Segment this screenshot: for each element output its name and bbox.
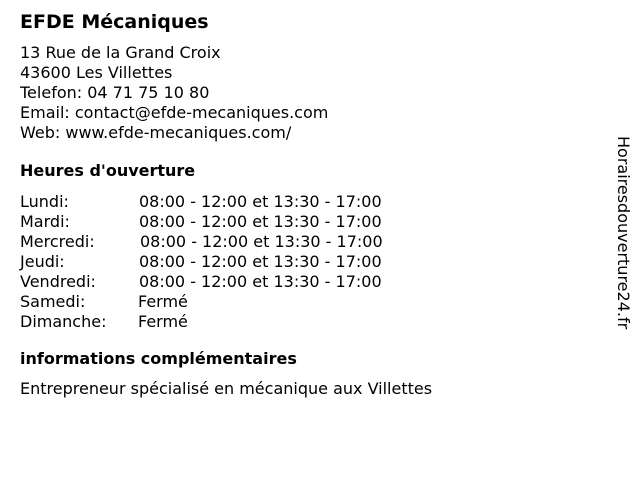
business-card [20,10,600,399]
additional-info-heading: informations complémentaires [20,349,297,368]
phone-number: Telefon: 04 71 75 10 80 [20,83,210,102]
time-range: 08:00 - 12:00 et 13:30 - 17:00 [139,272,382,291]
time-range: Fermé [138,312,188,331]
time-range: 08:00 - 12:00 et 13:30 - 17:00 [140,232,383,251]
hours-row [20,312,600,332]
hours-row [20,252,600,272]
hours-row [20,212,600,232]
hours-row [20,272,600,292]
day-label: Samedi: [20,292,86,311]
email-address: Email: contact@efde-mecaniques.com [20,103,329,122]
opening-hours-table [20,192,600,332]
hours-row [20,292,600,312]
day-label: Dimanche: [20,312,107,331]
time-range: 08:00 - 12:00 et 13:30 - 17:00 [139,212,382,231]
day-label: Vendredi: [20,272,96,291]
day-label: Lundi: [20,192,69,211]
time-range: 08:00 - 12:00 et 13:30 - 17:00 [139,192,382,211]
hours-row [20,192,600,212]
business-name: EFDE Mécaniques [20,11,209,33]
website-url: Web: www.efde-mecaniques.com/ [20,123,292,142]
day-label: Mardi: [20,212,70,231]
opening-hours-heading: Heures d'ouverture [20,161,196,180]
day-label: Jeudi: [20,252,65,271]
time-range: 08:00 - 12:00 et 13:30 - 17:00 [139,252,382,271]
day-label: Mercredi: [20,232,95,251]
city-postal: 43600 Les Villettes [20,63,173,82]
street-address: 13 Rue de la Grand Croix [20,43,221,62]
additional-info-text: Entrepreneur spécialisé en mécanique aux Villettes [20,379,433,398]
hours-row [20,232,600,252]
time-range: Fermé [138,292,188,311]
address-block [20,43,600,143]
site-watermark: Horairesdouverture24.fr [614,136,633,330]
